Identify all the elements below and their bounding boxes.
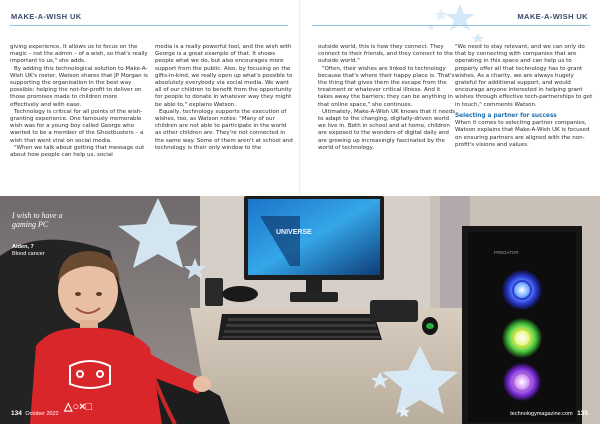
caption-name: Aiden, 7 bbox=[12, 244, 34, 250]
header-rule-left bbox=[10, 25, 288, 26]
paragraph: outside world, this is how they connect. They connect to their friends, and they connect to the outside world." bbox=[318, 44, 454, 65]
photo-illustration bbox=[0, 196, 600, 424]
monitor-text: UNIVERSE bbox=[276, 229, 312, 236]
paragraph: Equally, technology supports the execution of wishes, too, as Watson notes: "Many of our children are not able to participate in the world as other children are. They're not connected in the same way. Some of them aren't at school and technology is their only window to the bbox=[155, 108, 293, 151]
hero-photo bbox=[0, 196, 600, 424]
running-head-right: MAKE-A-WISH UK bbox=[517, 12, 588, 21]
star-icon bbox=[445, 4, 475, 31]
pull-quote: I wish to have a gaming PC bbox=[12, 211, 63, 229]
page-number-right: 135 bbox=[577, 410, 588, 417]
tower-brand: PREDATOR bbox=[494, 250, 519, 255]
caption-condition: Blood cancer bbox=[12, 250, 45, 257]
issue-date: October 2022 bbox=[25, 411, 59, 417]
paragraph: "We need to stay relevant, and we can only do that by connecting with companies that are operating in this space and can help us to properly offer all that technology has to grant wishes. As a charity, we are always hugely grateful for additional support, and would encourage anyone interested in helping grant wishes through effective tech-partnerships to get in touch," comments Watson. bbox=[455, 44, 593, 108]
star-icon bbox=[435, 9, 447, 20]
text-column-3 bbox=[318, 44, 456, 152]
footer-left bbox=[11, 410, 59, 417]
header-rule-right bbox=[312, 25, 590, 26]
paragraph: Technology is critical for all points of the wish-granting experience. One famously memorable wish was for a young boy called George who wanted to be a member of the Ghostbusters – a wish that went viral on social media. bbox=[10, 108, 144, 144]
text-column-2 bbox=[155, 44, 293, 152]
star-icon bbox=[472, 33, 484, 43]
paragraph: By adding this technological solution to Make-A-Wish UK's roster, Watson shares that JP Morgan is supporting the organisation in the best way possible: helping the not-for-profit to deliver on those promises made to children more effectively and with ease. bbox=[10, 65, 148, 108]
paragraph: media is a really powerful tool, and the wish with George is a great example of that. It shows people what we do, but also encourages more support from the public. Also, by focusing on the gifts-in-kind, we really open up what's possible to absolutely everybody via social media. We want all of our children to benefit from the opportunity for people to donate in whatever way they might be able to," explains Watson. bbox=[155, 44, 293, 108]
paragraph: When it comes to selecting partner companies, Watson explains that Make-A-Wish UK is focused on ensuring partners are aligned with the non-profit's visions and values. bbox=[455, 120, 590, 148]
paragraph: Ultimately, Make-A-Wish UK knows that it needs to adapt to the changing, digitally-driven world we live in. Both in school and at home, children are exposed to the wonders of digital daily and are growing up increasingly fascinated by the world of technology. bbox=[318, 108, 456, 151]
page-number-left: 134 bbox=[11, 410, 22, 417]
svg-text:△○×□: △○×□ bbox=[64, 401, 93, 413]
text-column-4 bbox=[455, 44, 593, 149]
paragraph: "Often, their wishes are linked to technology because that's where their happy place is. That's the thing that gives them the escape from the treatment or whatever critical illness. And it takes away the barriers; they can be anything in that online space," she continues. bbox=[318, 65, 455, 108]
text-column-1 bbox=[10, 44, 148, 159]
footer-right bbox=[510, 410, 588, 417]
site-url: technologymagazine.com bbox=[510, 411, 573, 417]
photo-caption bbox=[12, 244, 45, 257]
section-heading: Selecting a partner for success bbox=[455, 112, 557, 119]
running-head-left: MAKE-A-WISH UK bbox=[11, 12, 82, 21]
paragraph: giving experience. It allows us to focus on the magic – not the admin – of a wish, so that's really important to us," she adds. bbox=[10, 44, 148, 65]
paragraph: "When we talk about getting that message out about how people can help us, social bbox=[10, 144, 145, 159]
